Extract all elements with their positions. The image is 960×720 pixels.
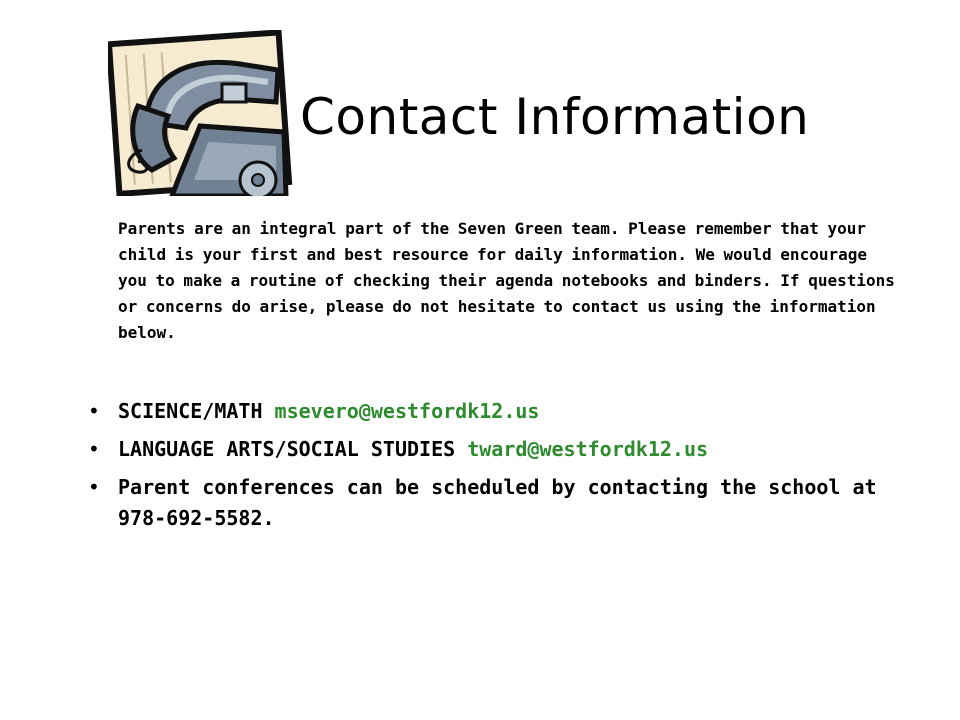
- email-link-science-math[interactable]: msevero@westfordk12.us: [274, 399, 540, 423]
- contact-list: [88, 396, 888, 541]
- bullet-icon: •: [88, 399, 100, 423]
- list-item: [88, 434, 888, 465]
- list-item: [88, 472, 888, 534]
- contact-label-language-arts: LANGUAGE ARTS/SOCIAL STUDIES: [118, 437, 468, 461]
- email-link-language-arts[interactable]: tward@westfordk12.us: [467, 437, 709, 461]
- intro-paragraph: Parents are an integral part of the Seven Green team. Please remember that your child is your first and best resource for daily information. We would encourage you to make a routine of checking their agenda notebooks and binders. If questions or concerns do arise, please do not hesitate to contact us using the information below.: [118, 219, 895, 342]
- list-item: [88, 396, 888, 427]
- telephone-icon: [108, 30, 294, 196]
- bullet-icon: •: [88, 437, 100, 461]
- bullet-icon: •: [88, 475, 100, 499]
- conference-note: Parent conferences can be scheduled by contacting the school at 978-692-5582.: [118, 475, 877, 530]
- contact-label-science-math: SCIENCE/MATH: [118, 399, 275, 423]
- slide-title: Contact Information: [300, 88, 810, 146]
